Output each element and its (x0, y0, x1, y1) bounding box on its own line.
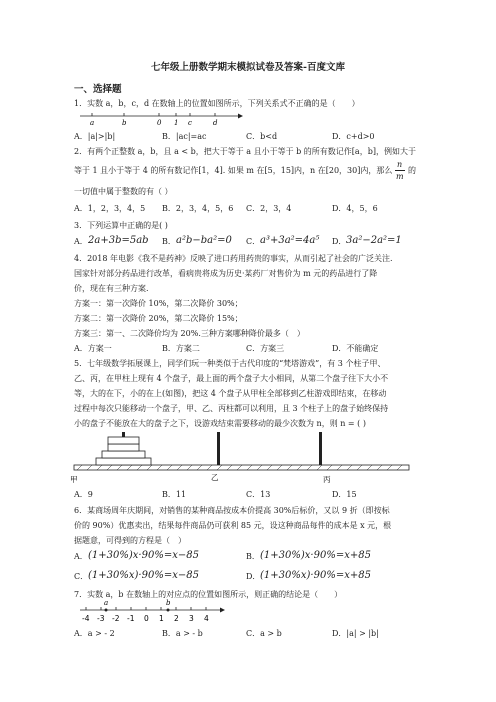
q4-option-b: B．方案二 (162, 344, 200, 353)
q6-formula-c: (1+30%x)·90%=x−85 (88, 570, 199, 581)
q2-option-d: D．4，5，6 (332, 204, 378, 213)
q7-tick-0: 0 (144, 614, 149, 623)
q7-tick-minus3: -3 (97, 614, 105, 623)
q7-stem: 7．实数 a，b 在数轴上的对应点的位置如图所示，则正确的结论是（ ） (74, 590, 343, 599)
q3-formula-c: a³+3a²=4a⁵ (260, 235, 320, 246)
q2-fraction-numerator: n (397, 160, 403, 169)
q5-tower-figure (70, 430, 414, 490)
q1-axis-label-b: b (122, 119, 127, 127)
q4-line3: 价，现在有三种方案. (74, 284, 149, 293)
q6-line3: 据题意，可得到的方程是（ ） (74, 536, 186, 545)
q3-option-b: B． (162, 237, 176, 246)
section-heading: 一、选择题 (74, 84, 122, 95)
pillar-label-yi: 乙 (211, 473, 219, 482)
q5-option-b: B．11 (162, 490, 187, 499)
q1-axis-label-d: d (213, 119, 218, 127)
q7-point-label-b: b (166, 599, 171, 607)
q6-option-a: A． (74, 552, 88, 561)
q7-option-b: B．a > - b (162, 629, 203, 638)
q6-line2: 价的 90%）优惠卖出，结果每件商品仍可获利 85 元，设这种商品每件的成本是 x 元，根 (74, 521, 392, 530)
q2-option-b: B．2，3，4，5，6 (162, 204, 234, 213)
q4-plan2: 方案二：第一次降价 20%，第二次降价 15%； (74, 314, 243, 323)
pillar-label-bing: 丙 (323, 475, 331, 484)
q6-option-b: B． (246, 552, 260, 561)
q2-line3: 一切值中属于整数的有（ ） (74, 187, 173, 196)
q1-axis-label-c: c (188, 119, 192, 127)
q4-line1: 4．2018 年电影《我不是药神》反映了进口药用药贵的事实，从而引起了社会的广泛关注. (74, 254, 393, 263)
q6-formula-a: (1+30%)x·90%=x−85 (88, 550, 199, 561)
q1-axis-label-1: 1 (174, 119, 179, 127)
q3-formula-b: a²b−ba²=0 (176, 235, 232, 246)
q1-option-c: C．b<d (246, 132, 278, 141)
q1-axis-label-a: a (90, 119, 95, 127)
q7-tick-1: 1 (159, 614, 164, 623)
q7-tick-minus4: -4 (82, 614, 90, 623)
q2-line2: 等于 1 且小于等于 4 的所有数记作[1，4]. 如果 m 在[5，15]内，n 在[20，30]内，那么 (74, 166, 393, 175)
q5-option-c: C．13 (246, 490, 271, 499)
q7-option-c: C．a > b (246, 629, 282, 638)
q7-option-d: D．|a| > |b| (332, 629, 379, 638)
q3-option-a: A． (74, 237, 88, 246)
q7-tick-minus2: -2 (112, 614, 120, 623)
q4-plan1: 方案一：第一次降价 10%，第二次降价 30%； (74, 299, 243, 308)
q6-formula-d: (1+30%x)·90%=x+85 (260, 570, 371, 581)
q6-option-c: C． (74, 572, 89, 581)
q3-option-c: C． (246, 237, 261, 246)
q4-option-d: D．不能确定 (332, 344, 379, 353)
q1-number-line (80, 110, 250, 130)
q4-option-a: A．方案一 (74, 344, 112, 353)
q5-line1: 5．七年级数学拓展课上，同学们玩一种类似于古代印度的“梵塔游戏”，有 3 个柱子甲、 (74, 359, 386, 368)
q7-tick-2: 2 (174, 614, 179, 623)
q7-tick-minus1: -1 (127, 614, 135, 623)
q2-option-c: C．2，3，4 (246, 204, 292, 213)
q1-axis-label-0: 0 (157, 119, 162, 127)
q1-option-a: A．|a|>|b| (74, 132, 116, 141)
q7-tick-4: 4 (204, 614, 209, 623)
q5-line5: 小的盘子不能放在大的盘子之下，设游戏结束需要移动的最少次数为 n，则 n = ( ) (74, 419, 366, 428)
q3-stem: 3．下列运算中正确的是( ) (74, 221, 168, 230)
q7-tick-3: 3 (189, 614, 194, 623)
q4-option-c: C．方案三 (246, 344, 285, 353)
q7-number-line (80, 600, 230, 626)
q6-formula-b: (1+30%)x·90%=x+85 (260, 550, 371, 561)
q3-formula-d: 3a²−2a²=1 (346, 235, 402, 246)
q7-option-a: A．a > - 2 (74, 629, 115, 638)
q2-option-a: A．1，2，3，4，5 (74, 204, 146, 213)
q1-option-b: B．|ac|=ac (162, 132, 207, 141)
q5-line2: 乙、丙，在甲柱上现有 4 个盘子，最上面的两个盘子大小相同，从第二个盘子往下大小不 (74, 374, 389, 383)
q2-line1: 2．有两个正整数 a，b，且 a < b，把大于等于 a 且小于等于 b 的所有数记作[a，b]，例如大于 (74, 147, 416, 156)
q5-option-d: D．15 (332, 490, 357, 499)
q5-line4: 过程中每次只能移动一个盘子，甲、乙、丙柱都可以利用，且 3 个柱子上的盘子始终保持 (74, 404, 389, 413)
q7-point-label-a: a (104, 599, 109, 607)
q6-option-d: D． (246, 572, 261, 581)
q5-line3: 等，大的在下，小的在上(如图)，把这 4 个盘子从甲柱全部移到乙柱游戏即结束，在移动 (74, 389, 387, 398)
q2-fraction-suffix: 的 (408, 166, 416, 175)
q3-option-d: D． (332, 237, 347, 246)
q1-stem: 1．实数 a，b，c，d 在数轴上的位置如图所示，下列关系式不正确的是（ ） (74, 99, 360, 108)
q3-formula-a: 2a+3b=5ab (88, 235, 149, 246)
q1-option-d: D．c+d>0 (332, 132, 375, 141)
q4-plan3: 方案三：第一、二次降价均为 20%.三种方案哪种降价最多（ ） (74, 329, 305, 338)
q5-option-a: A．9 (74, 490, 93, 499)
pillar-label-jia: 甲 (70, 475, 78, 484)
q6-line1: 6．某商场周年庆期间，对销售的某种商品按成本价提高 30%后标价，又以 9 折（即按标 (74, 506, 390, 515)
page-title: 七年级上册数学期末模拟试卷及答案-百度文库 (151, 62, 345, 73)
q2-fraction-denominator: m (396, 172, 404, 181)
q4-line2: 国家针对部分药品进行改革，看病贵将成为历史·某药厂对售价为 m 元的药品进行了降 (74, 269, 378, 278)
